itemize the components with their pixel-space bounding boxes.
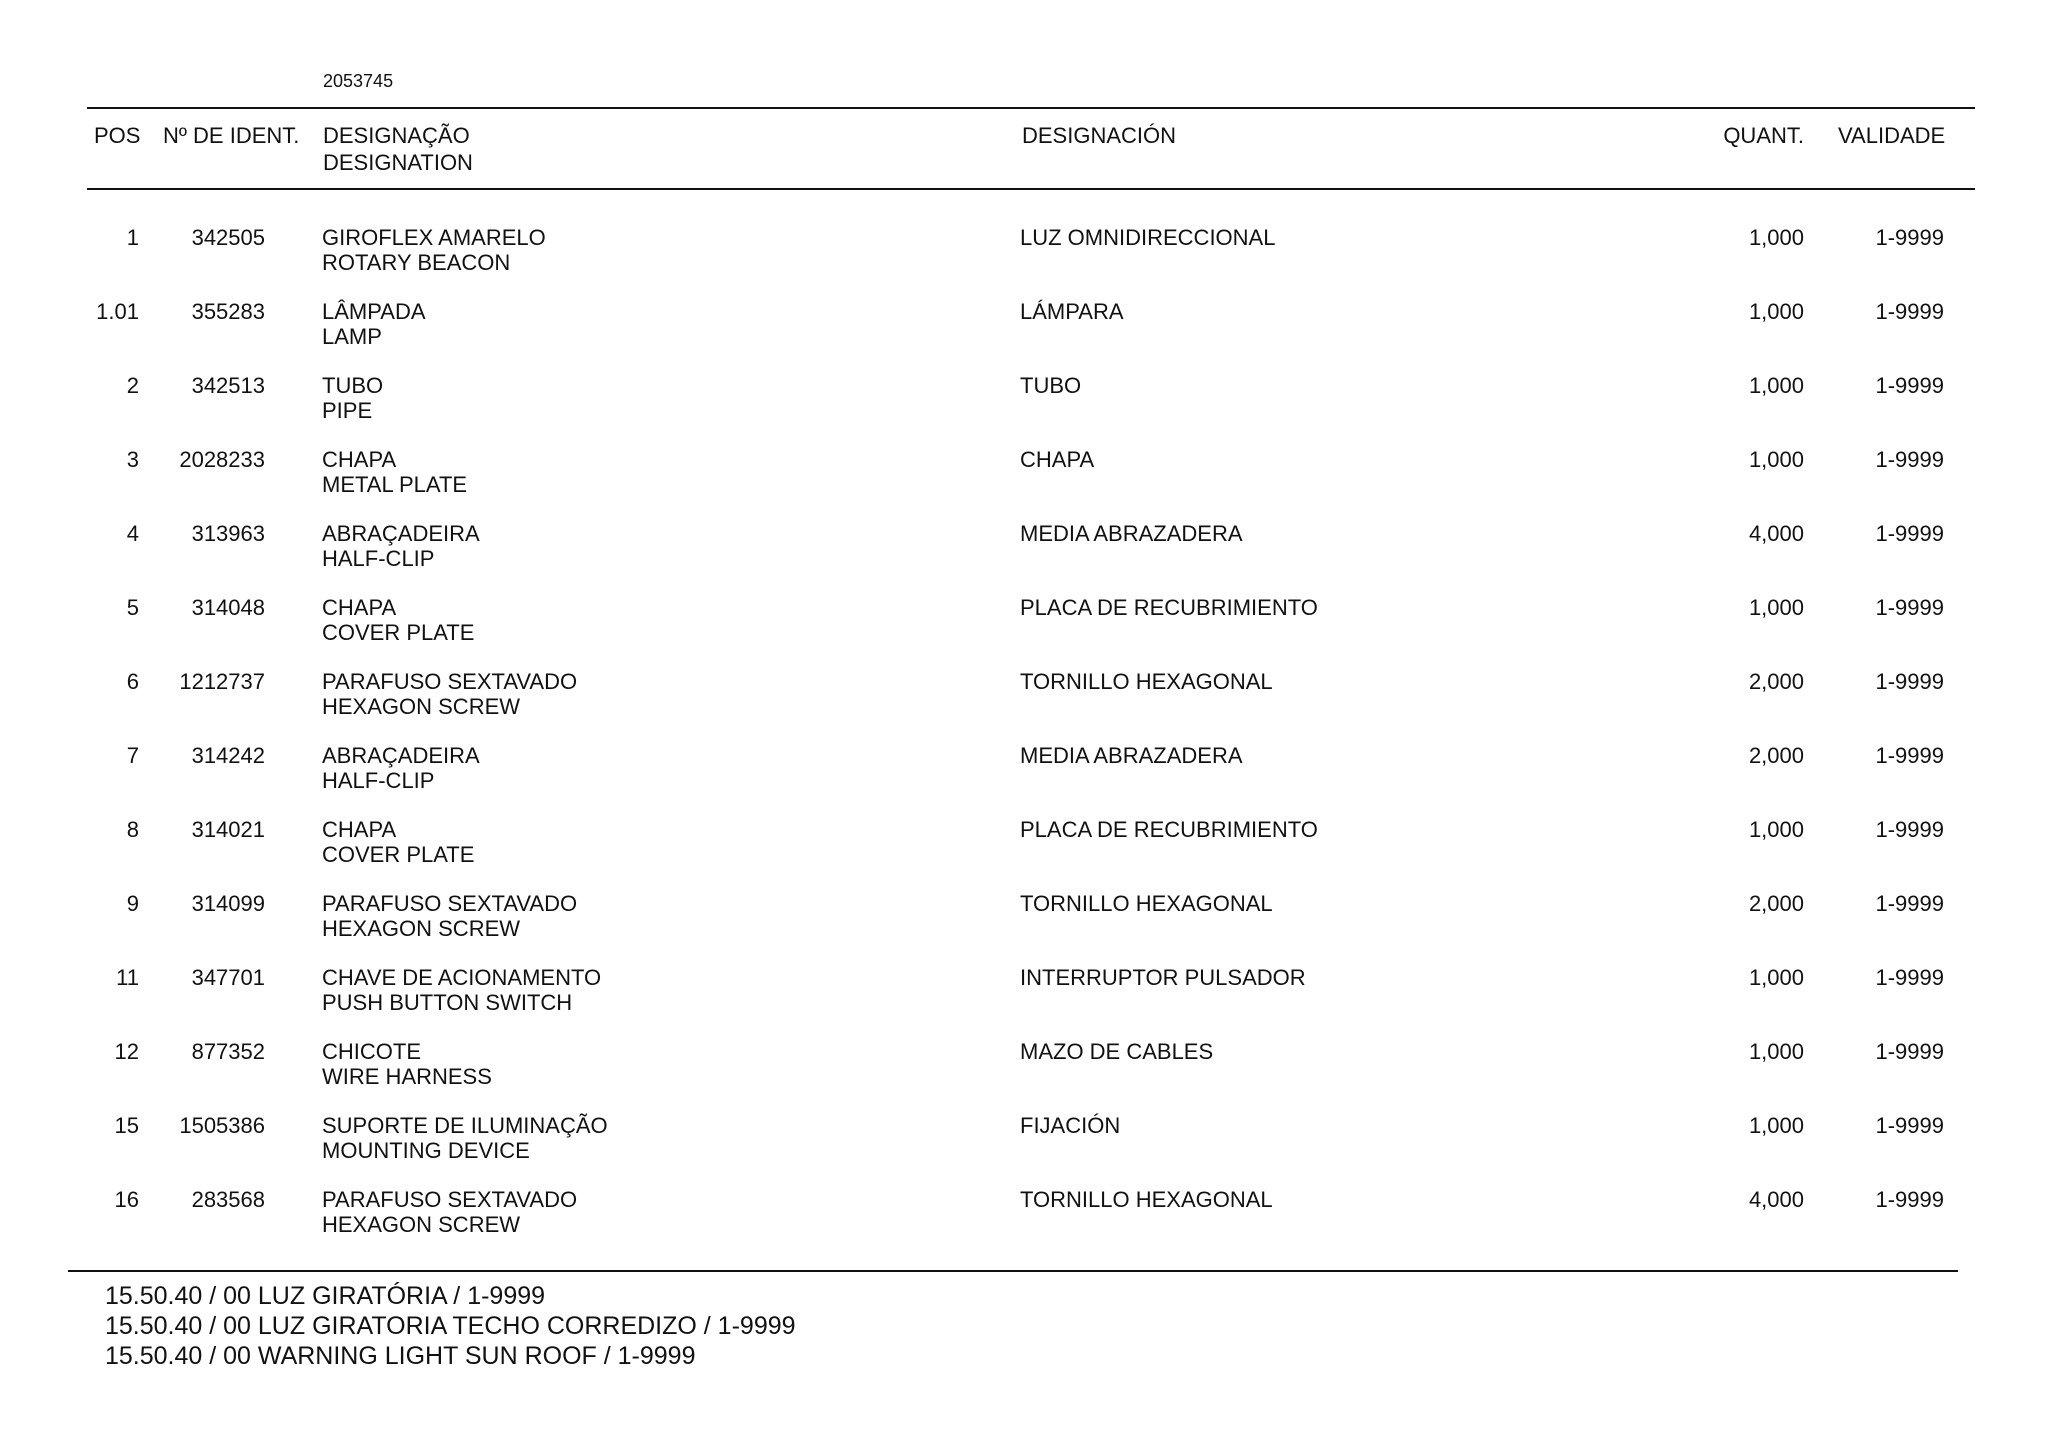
row-designation: [322, 225, 546, 275]
row-designation-es: TORNILLO HEXAGONAL: [1020, 891, 1273, 916]
header-quantity: QUANT.: [1723, 123, 1804, 148]
row-pos: 3: [126, 447, 139, 472]
row-ident: 1212737: [179, 669, 265, 694]
bottom-rule: [68, 1270, 1958, 1272]
row-designation-es: MEDIA ABRAZADERA: [1020, 743, 1243, 768]
table-row: [0, 743, 2048, 817]
row-designation-es: TUBO: [1020, 373, 1082, 398]
row-designation-pt: PARAFUSO SEXTAVADO: [322, 669, 578, 694]
row-designation: [322, 447, 467, 497]
row-designation-pt: ABRAÇADEIRA: [322, 521, 480, 546]
row-validity: 1-9999: [1875, 743, 1944, 768]
row-designation-pt: CHAPA: [322, 447, 397, 472]
row-designation: [322, 1039, 492, 1089]
row-designation-pt: CHAVE DE ACIONAMENTO: [322, 965, 602, 990]
row-validity: 1-9999: [1875, 891, 1944, 916]
row-validity: 1-9999: [1875, 299, 1944, 324]
row-ident: 877352: [191, 1039, 265, 1064]
table-row: [0, 817, 2048, 891]
row-pos: 8: [126, 817, 139, 842]
footer-line: 15.50.40 / 00 WARNING LIGHT SUN ROOF / 1-9999: [105, 1342, 696, 1370]
row-quantity: 1,000: [1748, 817, 1804, 842]
table-row: [0, 595, 2048, 669]
header-rule: [87, 188, 1975, 190]
row-pos: 9: [126, 891, 139, 916]
row-ident: 342513: [191, 373, 265, 398]
row-designation: [322, 965, 601, 1015]
row-validity: 1-9999: [1875, 225, 1944, 250]
row-designation-pt: SUPORTE DE ILUMINAÇÃO: [322, 1113, 608, 1138]
row-designation-es: MEDIA ABRAZADERA: [1020, 521, 1243, 546]
row-designation-en: METAL PLATE: [322, 472, 468, 497]
row-designation-es: INTERRUPTOR PULSADOR: [1020, 965, 1306, 990]
footer-line: 15.50.40 / 00 LUZ GIRATÓRIA / 1-9999: [105, 1282, 546, 1310]
row-ident: 313963: [191, 521, 265, 546]
table-row: [0, 1113, 2048, 1187]
row-ident: 2028233: [179, 447, 265, 472]
row-validity: 1-9999: [1875, 669, 1944, 694]
row-designation-es: FIJACIÓN: [1020, 1113, 1121, 1138]
row-designation: [322, 521, 480, 571]
row-quantity: 1,000: [1748, 373, 1804, 398]
table-row: [0, 225, 2048, 299]
table-row: [0, 373, 2048, 447]
row-ident: 314021: [191, 817, 265, 842]
row-designation-en: COVER PLATE: [322, 842, 475, 867]
row-quantity: 4,000: [1748, 1187, 1804, 1212]
row-designation-pt: PARAFUSO SEXTAVADO: [322, 1187, 578, 1212]
row-designation-es: MAZO DE CABLES: [1020, 1039, 1214, 1064]
row-designation-en: WIRE HARNESS: [322, 1064, 492, 1089]
row-ident: 314048: [191, 595, 265, 620]
row-validity: 1-9999: [1875, 595, 1944, 620]
row-quantity: 1,000: [1748, 225, 1804, 250]
row-designation: [322, 299, 426, 349]
row-pos: 16: [114, 1187, 139, 1212]
row-designation-es: PLACA DE RECUBRIMIENTO: [1020, 595, 1318, 620]
row-designation-en: MOUNTING DEVICE: [322, 1138, 530, 1163]
row-designation-en: LAMP: [322, 324, 382, 349]
row-ident: 283568: [191, 1187, 265, 1212]
row-designation-en: PIPE: [322, 398, 373, 423]
header-pos: POS: [94, 123, 141, 148]
row-designation-en: PUSH BUTTON SWITCH: [322, 990, 573, 1015]
row-designation: [322, 1113, 608, 1163]
row-designation-es: TORNILLO HEXAGONAL: [1020, 1187, 1273, 1212]
top-rule: [87, 107, 1975, 109]
row-quantity: 1,000: [1748, 299, 1804, 324]
row-designation-es: LUZ OMNIDIRECCIONAL: [1020, 225, 1276, 250]
row-quantity: 2,000: [1748, 669, 1804, 694]
row-ident: 314099: [191, 891, 265, 916]
header-ident: Nº DE IDENT.: [163, 123, 300, 148]
table-row: [0, 299, 2048, 373]
row-validity: 1-9999: [1875, 447, 1944, 472]
row-designation-es: PLACA DE RECUBRIMIENTO: [1020, 817, 1318, 842]
header-designation-en: DESIGNATION: [323, 150, 473, 175]
row-designation-pt: LÂMPADA: [322, 299, 426, 324]
row-quantity: 1,000: [1748, 595, 1804, 620]
row-designation: [322, 891, 577, 941]
row-designation-en: HALF-CLIP: [322, 546, 435, 571]
header-designation: [323, 122, 473, 176]
row-designation-pt: GIROFLEX AMARELO: [322, 225, 546, 250]
row-designation: [322, 817, 474, 867]
row-quantity: 1,000: [1748, 965, 1804, 990]
row-designation-en: ROTARY BEACON: [322, 250, 511, 275]
row-quantity: 2,000: [1748, 743, 1804, 768]
row-pos: 4: [126, 521, 139, 546]
table-row: [0, 1187, 2048, 1261]
row-pos: 6: [126, 669, 139, 694]
row-designation-es: TORNILLO HEXAGONAL: [1020, 669, 1273, 694]
footer-line: 15.50.40 / 00 LUZ GIRATORIA TECHO CORREDIZO / 1-9999: [105, 1312, 796, 1340]
header-designation-es: DESIGNACIÓN: [1022, 123, 1177, 148]
row-designation: [322, 743, 480, 793]
row-validity: 1-9999: [1875, 373, 1944, 398]
row-validity: 1-9999: [1875, 521, 1944, 546]
row-pos: 5: [126, 595, 139, 620]
row-pos: 7: [126, 743, 139, 768]
row-designation: [322, 595, 474, 645]
row-pos: 1: [126, 225, 139, 250]
row-validity: 1-9999: [1875, 1039, 1944, 1064]
row-quantity: 1,000: [1748, 1113, 1804, 1138]
table-row: [0, 965, 2048, 1039]
row-designation-en: HALF-CLIP: [322, 768, 435, 793]
row-ident: 1505386: [179, 1113, 265, 1138]
row-designation-pt: PARAFUSO SEXTAVADO: [322, 891, 578, 916]
row-pos: 15: [114, 1113, 139, 1138]
row-validity: 1-9999: [1875, 965, 1944, 990]
row-ident: 355283: [191, 299, 265, 324]
row-designation-pt: ABRAÇADEIRA: [322, 743, 480, 768]
row-validity: 1-9999: [1875, 817, 1944, 842]
row-ident: 342505: [191, 225, 265, 250]
row-designation: [322, 669, 577, 719]
row-designation: [322, 373, 383, 423]
row-designation-es: LÁMPARA: [1020, 299, 1124, 324]
row-pos: 1.01: [96, 299, 139, 324]
header-validity: VALIDADE: [1838, 123, 1946, 148]
row-quantity: 2,000: [1748, 891, 1804, 916]
table-row: [0, 669, 2048, 743]
row-designation-pt: CHAPA: [322, 817, 397, 842]
row-designation: [322, 1187, 577, 1237]
row-ident: 314242: [191, 743, 265, 768]
row-quantity: 4,000: [1748, 521, 1804, 546]
table-row: [0, 521, 2048, 595]
row-pos: 12: [114, 1039, 139, 1064]
row-designation-en: HEXAGON SCREW: [322, 694, 521, 719]
row-validity: 1-9999: [1875, 1187, 1944, 1212]
row-validity: 1-9999: [1875, 1113, 1944, 1138]
row-quantity: 1,000: [1748, 447, 1804, 472]
table-row: [0, 447, 2048, 521]
row-ident: 347701: [191, 965, 265, 990]
row-pos: 11: [116, 965, 139, 990]
footer-references: [105, 1281, 796, 1371]
row-designation-pt: TUBO: [322, 373, 384, 398]
row-pos: 2: [126, 373, 139, 398]
row-designation-en: HEXAGON SCREW: [322, 1212, 521, 1237]
header-designation-pt: DESIGNAÇÃO: [323, 123, 470, 148]
row-designation-pt: CHAPA: [322, 595, 397, 620]
row-designation-en: COVER PLATE: [322, 620, 475, 645]
document-number: 2053745: [323, 71, 394, 91]
row-designation-es: CHAPA: [1020, 447, 1095, 472]
row-designation-en: HEXAGON SCREW: [322, 916, 521, 941]
table-row: [0, 1039, 2048, 1113]
row-designation-pt: CHICOTE: [322, 1039, 421, 1064]
row-quantity: 1,000: [1748, 1039, 1804, 1064]
table-row: [0, 891, 2048, 965]
